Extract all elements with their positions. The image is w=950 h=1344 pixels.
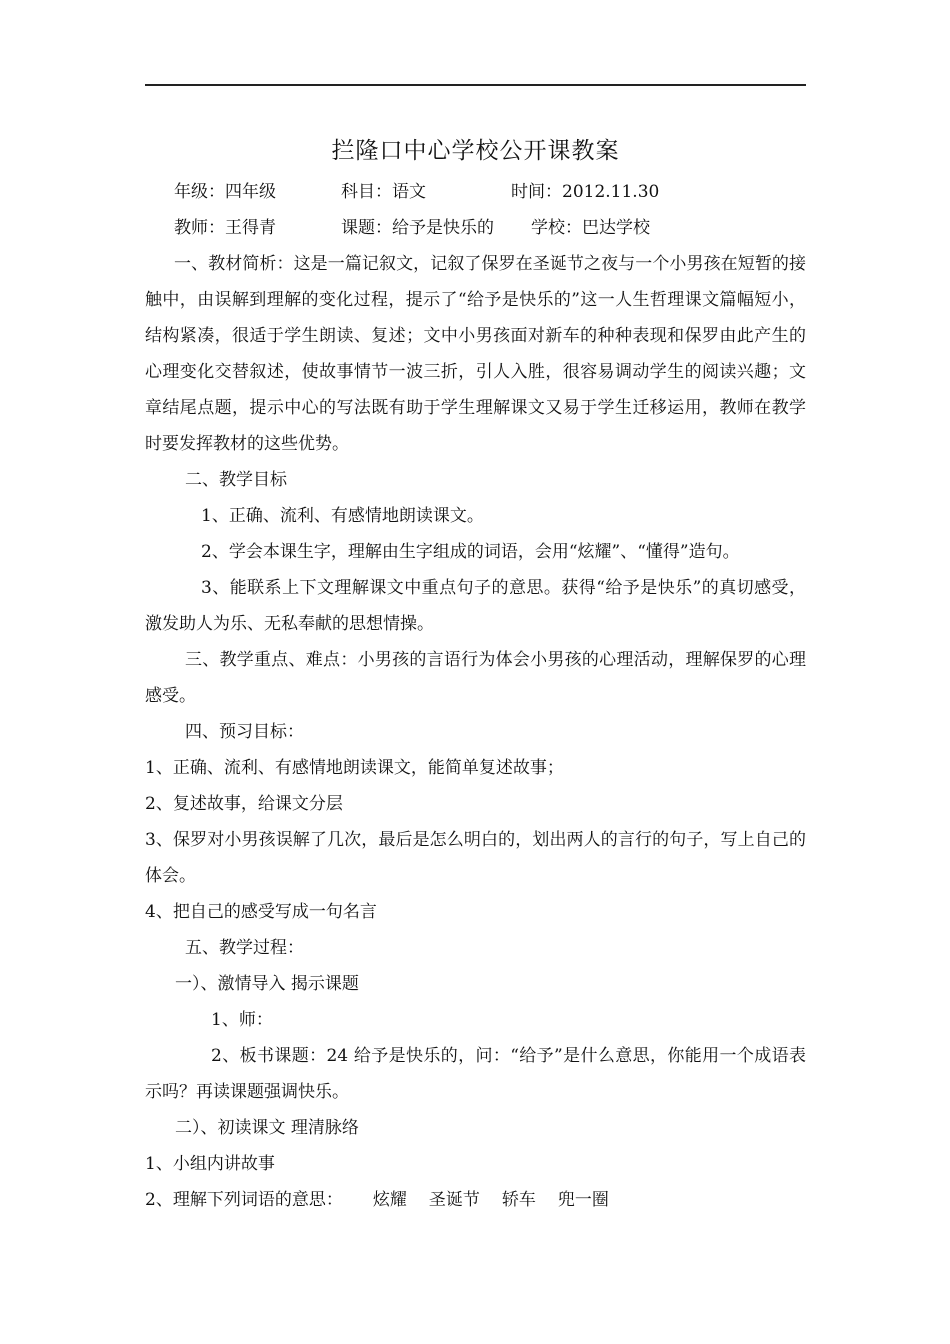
process-part-heading: 二）、初读课文 理清脉络	[175, 1118, 359, 1138]
time-field: 时间：2012.11.30	[511, 182, 660, 202]
vocabulary-line	[145, 1182, 806, 1218]
topic-field: 课题：给予是快乐的	[341, 218, 494, 238]
objective-item: 3、能联系上下文理解课文中重点句子的意思。获得“给予是快乐”的真切感受，激发助人为乐、无私奉献的思想情操。	[145, 578, 806, 634]
process-item: 1、师：	[211, 1010, 273, 1030]
section-process-heading: 五、教学过程：	[185, 938, 304, 958]
preview-item: 1、正确、流利、有感情地朗读课文，能简单复述故事；	[145, 758, 564, 778]
objective-item: 1、正确、流利、有感情地朗读课文。	[201, 506, 484, 526]
grade-field: 年级：四年级	[174, 182, 276, 202]
subject-field: 科目：语文	[341, 182, 426, 202]
section-key-points: 三、教学重点、难点：小男孩的言语行为体会小男孩的心理活动，理解保罗的心理感受。	[145, 650, 806, 706]
section-objectives-heading: 二、教学目标	[185, 470, 287, 490]
teacher-field: 教师：王得青	[174, 218, 276, 238]
process-item: 2、板书课题：24 给予是快乐的，问：“给予”是什么意思，你能用一个成语表示吗？再读课题强调快乐。	[145, 1046, 806, 1102]
page-title: 拦隆口中心学校公开课教案	[331, 138, 620, 164]
meta-row-2	[145, 210, 806, 246]
meta-row-1	[145, 174, 806, 210]
process-item: 1、小组内讲故事	[145, 1154, 275, 1174]
preview-item: 4、把自己的感受写成一句名言	[145, 902, 377, 922]
vocabulary-word: 炫耀	[372, 1190, 407, 1210]
lesson-plan-document	[145, 130, 806, 1218]
header-rule	[145, 84, 806, 86]
section-textbook-analysis: 一、教材简析：这是一篇记叙文，记叙了保罗在圣诞节之夜与一个小男孩在短暂的接触中，由误解到理解的变化过程，提示了“给予是快乐的”这一人生哲理课文篇幅短小，结构紧凑，很适于学生朗读、复述；文中小男孩面对新车的种种表现和保罗由此产生的心理变化交替叙述，使故事情节一波三折，引人入胜，很容易调动学生的阅读兴趣；文章结尾点题，提示中心的写法既有助于学生理解课文又易于学生迁移运用，教师在教学时要发挥教材的这些优势。	[145, 254, 806, 454]
vocabulary-word: 轿车	[501, 1190, 536, 1210]
objective-item: 2、学会本课生字，理解由生字组成的词语，会用“炫耀”、“懂得”造句。	[201, 542, 740, 562]
vocabulary-label: 2、理解下列词语的意思：	[145, 1190, 343, 1210]
vocabulary-word: 圣诞节	[428, 1190, 480, 1210]
school-field: 学校：巴达学校	[531, 218, 650, 238]
preview-item: 3、保罗对小男孩误解了几次，最后是怎么明白的，划出两人的言行的句子，写上自己的体会。	[145, 830, 806, 886]
vocabulary-word: 兜一圈	[557, 1190, 609, 1210]
preview-item: 2、复述故事，给课文分层	[145, 794, 343, 814]
section-preview-heading: 四、预习目标：	[185, 722, 304, 742]
process-part-heading: 一）、激情导入 揭示课题	[175, 974, 359, 994]
